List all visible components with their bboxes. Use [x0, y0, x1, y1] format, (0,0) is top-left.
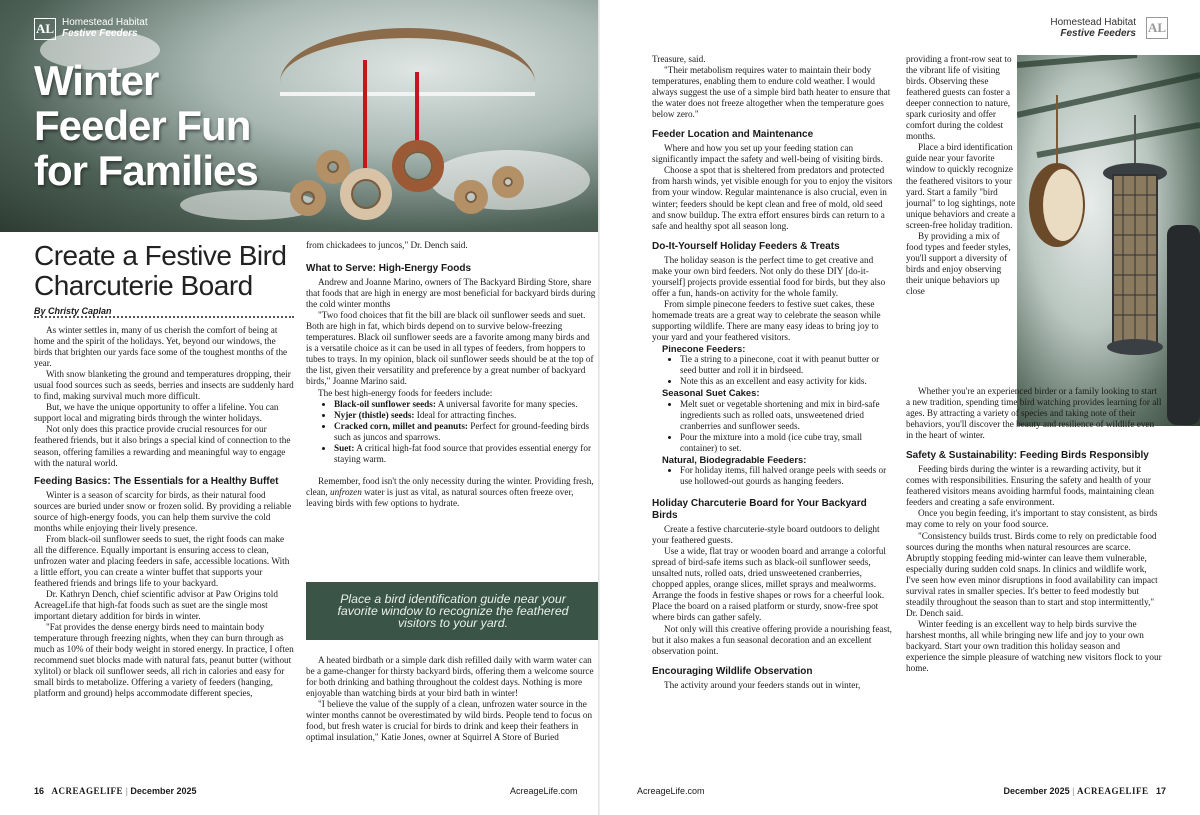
section-heading: Feeding Basics: The Essentials for a Healthy Buffet [34, 475, 279, 487]
brand-name: ACREAGELIFE [1076, 786, 1149, 796]
paragraph: As winter settles in, many of us cherish the comfort of being at home and the spirit of the holidays. Yet, beyond our windows, the birds that brighten our yards face some of the toughest months of the year. [34, 325, 288, 369]
wreath-feeder-1 [340, 168, 392, 220]
paragraph: With snow blanketing the ground and temperatures dropping, their usual food sources such as seeds, berries and insects are suddenly hard to find, making survival much more difficult. [34, 369, 294, 402]
paragraph: "I believe the value of the supply of a clean, unfrozen water source in the winter months cannot be overestimated by wild birds. People tend to focus on food, but fresh water is crucial for birds to drink and keep their feathers in optimal insulation," Katie Jones, owner at Squirrel A Store of Buried [306, 699, 593, 743]
subheading: Pinecone Feeders: [662, 343, 746, 355]
list-item: • Black-oil sunflower seeds: A universal favorite for many species. [334, 399, 598, 410]
paragraph: Andrew and Joanne Marino, owners of The Backyard Birding Store, share that foods that are high in energy are most beneficial for backyard birds during the cold winter months [306, 277, 596, 310]
paragraph: "Two food choices that fit the bill are black oil sunflower seeds and suet. Both are high in fat, which birds depend on to survive below-freezing temperatures. Black oil sunflower seeds are a favorite among many birds and is a versatile choice as it can be used in all types of feeders, from hoppers to tubes to trays. In my opinion, black oil sunflower seeds should be at the top of the list, given their versatility and preference by a great number of backyard birds," Joanne Marino said. [306, 310, 594, 387]
wreath-branch [280, 28, 535, 96]
paragraph: Place a bird identification guide near your favorite window to quickly recognize the feathered visitors to your yard. Start a family "bird journal" to log sightings, note unique behaviors and create a screen-free holiday tradition. [906, 142, 1016, 230]
issue-date: December 2025 [1003, 786, 1070, 796]
list-item: • Suet: A critical high-fat food source that provides essential energy for staying warm. [334, 443, 598, 465]
footer-right: December 2025 | ACREAGELIFE 17 [1003, 786, 1166, 796]
acreagelife-logo: AL [1146, 17, 1168, 39]
pull-quote: Place a bird identification guide near your favorite window to recognize the feathered visitors to your yard. [306, 582, 600, 640]
paragraph: Once you begin feeding, it's important to stay consistent, as birds may come to rely on your food source. [906, 508, 1158, 530]
section-name: Homestead Habitat [1050, 17, 1136, 28]
wreath-feeder-6 [492, 166, 524, 198]
list-item: • Tie a string to a pinecone, coat it with peanut butter or seed butter and roll it in birdseed. [680, 354, 894, 376]
bullet-list [652, 465, 894, 487]
issue-date: December 2025 [130, 786, 197, 796]
right-column-1 [652, 54, 894, 691]
list-item: • Pour the mixture into a mold (ice cube tray, small container) to set. [680, 432, 894, 454]
divider [34, 316, 294, 318]
paragraph: The activity around your feeders stands out in winter, [664, 679, 861, 690]
section-heading: Encouraging Wildlife Observation [652, 665, 813, 677]
right-page [600, 0, 1200, 815]
hero-photo-wreath-feeders [0, 0, 600, 232]
paragraph: "Fat provides the dense energy birds need to maintain body temperature through freezing nights, when they can burn through as much as 10% of their body weight in stored energy. In practice, I often recommend suet blocks made with natural fats, peanut butter (without xylitol) or black oil sunflower seeds, all rich in calories and easy for small birds to metabolize. Offering a variety of feeders (hanging, platform and ground) helps accommodate different species, [34, 622, 294, 699]
paragraph: The holiday season is the perfect time to get creative and make your own bird feeders. Not only do these DIY [do-it-yourself] projects provide essential food for birds, but they also offer a fun, hands-on activity for the whole family. [652, 254, 886, 298]
page-number: 16 [34, 786, 45, 796]
section-heading: Safety & Sustainability: Feeding Birds Responsibly [906, 450, 1149, 462]
paragraph: Where and how you set up your feeding station can significantly impact the safety and well-being of visiting birds. [652, 143, 883, 165]
section-name: Homestead Habitat [62, 17, 148, 28]
byline: By Christy Caplan [34, 306, 112, 316]
paragraph: Not only does this practice provide crucial resources for our feathered friends, but it also brings a special kind of connection to the season, offering families a rewarding and meaningful way to engage with the natural world. [34, 424, 291, 468]
right-column-2 [906, 386, 1162, 674]
wreath-feeder-2 [392, 140, 444, 192]
paragraph: Treasure, said. [652, 54, 706, 64]
section-header [62, 17, 148, 39]
paragraph: The best high-energy foods for feeders include: [318, 387, 493, 398]
subheading: Natural, Biodegradable Feeders: [662, 453, 807, 465]
paragraph: But, we have the unique opportunity to offer a lifeline. You can support local and migrating birds through the winter holidays. [34, 402, 279, 424]
paragraph: providing a front-row seat to the vibrant life of visiting birds. Observing these feathered guests can foster a deeper connection to nature, spark curiosity and offer comfort during the coldest months. [906, 54, 1012, 142]
section-header [1050, 17, 1136, 39]
left-column-1 [34, 325, 294, 700]
list-item: • For holiday items, fill halved orange peels with seeds or use hollowed-out gourds as hanging feeders. [680, 465, 894, 487]
paragraph: Not only will this creative offering provide a nourishing feast, but it also makes a fun seasonal decoration and an excellent observation point. [652, 623, 892, 656]
paragraph: Feeding birds during the winter is a rewarding activity, but it comes with responsibilities. Ensuring the safety and health of your feathered visitors means avoiding harmful foods, maintaining clean feeders and creating a safe environment. [906, 464, 1154, 508]
paragraph: Remember, food isn't the only necessity during the winter. Providing fresh, clean, unfrozen water is just as vital, as natural sources often freeze over, leaving birds with few options to hydrate. [306, 475, 594, 508]
feeder-illustration [1017, 55, 1200, 426]
paragraph: By providing a mix of food types and feeder styles, you'll support a diversity of birds and enjoy observing their unique behaviors up close [906, 230, 1011, 296]
bullet-list [652, 399, 894, 454]
subsection-name: Festive Feeders [1060, 28, 1136, 39]
paragraph: Dr. Kathryn Dench, chief scientific advisor at Paw Origins told AcreageLife that high-fat foods such as suet are the single most important dietary addition for birds in winter. [34, 589, 278, 622]
paragraph: Winter feeding is an excellent way to help birds survive the harshest months, all while bringing new life and joy to your own backyard. Start your own tradition this holiday season and experience the simple pleasure of watching new visitors flock to your home. [906, 618, 1162, 674]
wreath-feeder-5 [454, 180, 488, 214]
bullet-list [652, 354, 894, 387]
left-column-2-bottom [306, 655, 598, 743]
paragraph: From simple pinecone feeders to festive suet cakes, these homemade treats are a great way to celebrate the season while supporting wildlife. There are many easy ideas to bring joy to your yard and your feathered visitors. [652, 298, 881, 342]
paragraph: Whether you're an experienced birder or a family looking to start a new tradition, spending time bird watching provides learning for all ages. By attracting a variety of species and taking note of their behaviors, you'll discover the beauty and resilience of wildlife even in the heart of winter. [906, 386, 1162, 441]
list-item: • Note this as an excellent and easy activity for kids. [680, 376, 894, 387]
article-title: Winter Feeder Fun for Families [34, 57, 258, 194]
wreath-feeder-4 [316, 150, 350, 184]
paragraph: "Their metabolism requires water to maintain their body temperatures, enabling them to endure cold weather. I would always suggest the use of a simple bird bath heater to ensure that the water does not freeze altogether when the temperature goes below zero." [652, 65, 891, 120]
paragraph: From black-oil sunflower seeds to suet, the right foods can make all the difference. Equally important is ensuring access to clean, unfrozen water and placing feeders in safe, accessible locations. With a little effort, you can create a winter buffet that supports your feathered friends and brings life to your backyard. [34, 533, 290, 588]
section-heading: Do-It-Yourself Holiday Feeders & Treats [652, 240, 840, 252]
paragraph: A heated birdbath or a simple dark dish refilled daily with warm water can be a game-changer for thirsty backyard birds, offering them a welcome source for both drinking and bathing throughout the coldest days. Nothing is more enjoyable than watching birds at your bird bath in winter! [306, 655, 594, 699]
acreagelife-logo: AL [34, 18, 56, 40]
list-item: • Nyjer (thistle) seeds: Ideal for attracting finches. [334, 410, 598, 421]
wreath-feeder-3 [290, 180, 326, 216]
list-item: • Cracked corn, millet and peanuts: Perfect for ground-feeding birds such as juncos and sparrows. [334, 421, 598, 443]
food-list [306, 399, 598, 465]
section-heading: Feeder Location and Maintenance [652, 129, 814, 141]
paragraph: "Consistency builds trust. Birds come to rely on predictable food sources during the months when natural resources are scarce. Abruptly stopping feeding mid-winter can leave them vulnerable, especially during sudden cold snaps. In clinics and wildlife work, I've seen how even minor disruptions in food availability can impact survival rates in smaller species. It's better to feed modestly but steadily throughout the season than to start and stop intermittently," Dr. Dench said. [906, 530, 1158, 618]
section-heading: Holiday Charcuterie Board for Your Backyard Birds [652, 498, 867, 522]
paragraph: Choose a spot that is sheltered from predators and protected from harsh winds, yet visible enough for you to enjoy the visitors from your window. Regular maintenance is also crucial, even in winter; feeders should be kept clean and free of mold, old seed and snow buildup. The extra effort ensures birds can return to a safe and healthy spot all season long. [652, 165, 893, 231]
list-item: • Melt suet or vegetable shortening and mix in bird-safe ingredients such as rolled oats, unsweetened dried cranberries and sunflower seeds. [680, 399, 894, 432]
subsection-name: Festive Feeders [62, 28, 138, 39]
paragraph: Winter is a season of scarcity for birds, as their natural food sources are buried under snow or frozen solid. By providing a reliable source of high-energy foods, you can help them survive the cold months while enjoying their lively presence. [34, 489, 292, 533]
page-number: 17 [1155, 786, 1166, 796]
left-column-2 [306, 240, 598, 509]
hanging-feeder-photo [1017, 55, 1200, 426]
footer-left: 16 ACREAGELIFE | December 2025 [34, 786, 197, 796]
footer-url[interactable]: AcreageLife.com [637, 786, 705, 796]
footer-url[interactable]: AcreageLife.com [510, 786, 578, 796]
section-heading: What to Serve: High-Energy Foods [306, 263, 472, 275]
paragraph: Create a festive charcuterie-style board outdoors to delight your feathered guests. [652, 524, 880, 546]
article-subtitle: Create a Festive Bird Charcuterie Board [34, 240, 287, 301]
right-column-2-narrow [906, 54, 1018, 297]
paragraph: from chickadees to juncos," Dr. Dench said. [306, 240, 468, 250]
paragraph: Use a wide, flat tray or wooden board and arrange a colorful spread of bird-safe items such as black-oil sunflower seeds, unsalted nuts, rolled oats, dried unsweetened cranberries, chopped apples, orange slices, millet sprays and mealworms. Arrange the foods in festive shapes or rows for a cheerful look. Place the board on a raised platform or sturdy, snow-free spot where birds can gather safely. [652, 546, 886, 623]
brand-name: ACREAGELIFE [51, 786, 124, 796]
subheading: Seasonal Suet Cakes: [662, 387, 760, 399]
